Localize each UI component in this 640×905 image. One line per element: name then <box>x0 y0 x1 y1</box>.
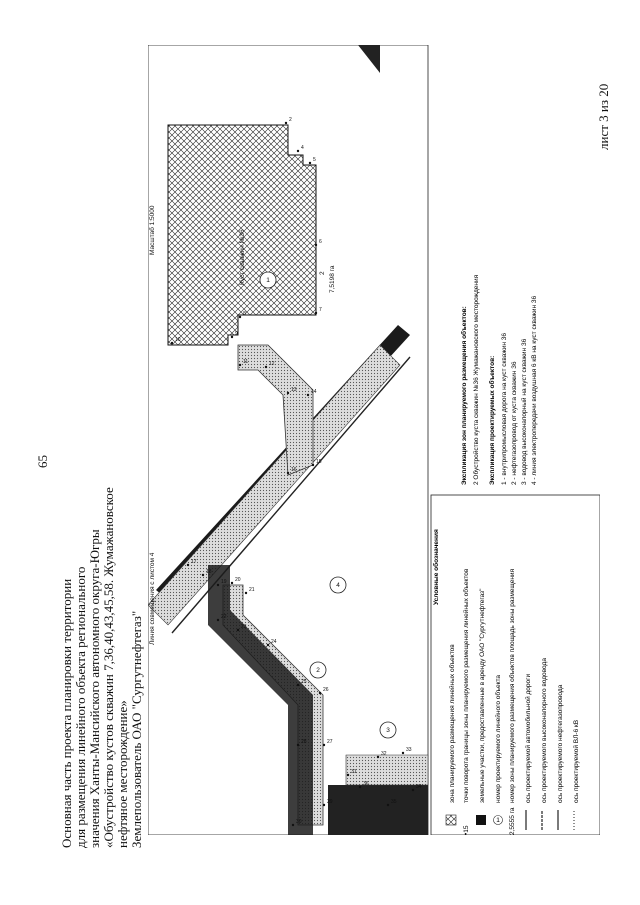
turn-point <box>285 117 292 124</box>
page-number: 65 <box>35 455 50 468</box>
turn-point <box>239 311 246 318</box>
explication-zone-item: 2 Обустройство куста скважин №36 Жумажановского месторождения <box>473 274 480 485</box>
svg-text:2: 2 <box>316 667 320 674</box>
zone-name-label: Куст скважин №36 <box>239 229 246 285</box>
title-line: значения Ханты-Мансийского автономного округа-Югры <box>87 529 102 848</box>
match-line-label: Линия совмещения с листом 4 <box>149 552 156 645</box>
turn-point <box>231 577 241 584</box>
turn-point-label: 27 <box>327 739 333 745</box>
explication-zones-title: Экспликация зон планируемого размещения объектов: <box>461 306 468 485</box>
turn-point <box>217 579 227 586</box>
turn-point <box>237 624 247 631</box>
explication-object-item: 2 - нефтегазопровод от куста скважин 36 <box>511 361 518 485</box>
legend-item-zone: зона планируемого размещения линейных объектов <box>449 644 456 803</box>
turn-point <box>319 687 329 694</box>
turn-point-label: 10 <box>175 337 181 343</box>
turn-point <box>297 739 307 746</box>
svg-text:3: 3 <box>386 727 390 734</box>
turn-point <box>402 747 412 754</box>
zone-area-label: 7,5198 га <box>329 265 336 293</box>
turn-point <box>171 337 181 344</box>
turn-point <box>292 819 302 826</box>
turn-point-label: 17 <box>191 559 197 565</box>
turn-point <box>312 459 322 466</box>
turn-point-label: 33 <box>406 747 412 753</box>
turn-point-label: 8 <box>243 311 246 317</box>
turn-point <box>239 359 249 366</box>
title-line: Основная часть проекта планировки территории <box>59 578 74 848</box>
legend-object-symbol: 1 <box>496 817 500 824</box>
turn-point <box>202 569 212 576</box>
turn-point <box>297 679 307 686</box>
turn-point <box>267 639 277 646</box>
turn-point-label: 24 <box>271 639 277 645</box>
scale-label: Масштаб 1:5000 <box>149 205 156 255</box>
turn-point <box>287 387 297 394</box>
turn-point <box>323 739 333 746</box>
turn-point-label: 19 <box>221 579 227 585</box>
turn-point-label: 5 <box>313 157 316 163</box>
turn-point-layer <box>148 45 428 835</box>
turn-point-label: 4 <box>301 145 304 151</box>
legend-item-points: точки поворота границы зоны планируемого размещения линейных объектов <box>463 568 470 803</box>
svg-text:4: 4 <box>336 582 340 589</box>
legend-title: Условные обозначения <box>433 529 440 605</box>
turn-point-label: 20 <box>235 577 241 583</box>
explication-object-item: 4 - линия электропередачи воздушная 6 кВ на куст скважин 36 <box>531 295 538 485</box>
turn-point <box>359 781 369 788</box>
turn-point <box>315 307 322 314</box>
turn-point-label: 31 <box>351 769 357 775</box>
turn-point-label: 29 <box>327 799 333 805</box>
turn-point <box>231 331 238 338</box>
turn-point <box>347 769 357 776</box>
turn-point-label: 13 <box>291 387 297 393</box>
zone-number-label: 2 <box>319 271 326 275</box>
turn-point-label: 32 <box>381 751 387 757</box>
turn-point-label: 22 <box>221 614 227 620</box>
turn-point-label: 6 <box>319 239 322 245</box>
title-line: «Обустройство кустов скважин 7,36,40,43,45,58. Жумажановское <box>101 487 116 848</box>
turn-point-label: 2 <box>289 117 292 123</box>
title-line: нефтяное месторождение» <box>115 700 130 848</box>
legend-item-object-number: номер проектируемого линейного объекта <box>495 674 502 803</box>
title-block <box>60 48 144 848</box>
legend <box>431 495 600 835</box>
turn-point-label: 7 <box>319 307 322 313</box>
legend-zone-symbol: 2,5555 га <box>509 807 516 835</box>
turn-point <box>217 614 227 621</box>
legend-item-zone-number: номер зоны планируемого размещения объектов площадь зоны размещения <box>509 568 516 803</box>
turn-point <box>309 157 316 164</box>
turn-point <box>245 587 255 594</box>
turn-point-label: 16 <box>291 467 297 473</box>
turn-point-label: 26 <box>323 687 329 693</box>
turn-point-label: 14 <box>311 389 317 395</box>
map-frame <box>148 45 600 835</box>
turn-point <box>323 799 333 806</box>
sheet-number: лист 3 из 20 <box>596 83 611 150</box>
legend-item-water-axis: ось проектируемого высоконапорного водовода <box>541 658 548 803</box>
turn-point <box>307 389 317 396</box>
explication-objects-title: Экспликация проектируемых объектов: <box>489 355 496 485</box>
turn-point <box>387 799 397 806</box>
turn-point-label: 11 <box>243 359 249 365</box>
explication-object-item: 1 - внутрипромысловая дорога на куст скважин 36 <box>501 333 508 485</box>
title-line: для размещения линейного объекта регионального <box>73 566 88 848</box>
turn-point <box>315 239 322 246</box>
turn-point-label: 28 <box>301 739 307 745</box>
title-line: Землепользователь ОАО "Сургутнефтегаз" <box>129 610 144 848</box>
legend-item-pipeline-axis: ось проектируемого нефтегазопровода <box>557 684 564 803</box>
turn-point <box>265 361 275 368</box>
turn-point-label: 12 <box>269 361 275 367</box>
turn-point-label: 9 <box>235 331 238 337</box>
turn-point <box>412 784 422 791</box>
turn-point <box>377 751 387 758</box>
turn-point-label: 35 <box>391 799 397 805</box>
turn-point-label: 18 <box>206 569 212 575</box>
turn-point-label: 30 <box>296 819 302 825</box>
svg-text:1: 1 <box>266 277 270 284</box>
legend-item-road-axis: ось проектируемой автомобильной дороги <box>525 673 532 803</box>
legend-item-lease: земельные участки, предоставленные в аренду ОАО "Сургутнефтегаз" <box>479 588 486 803</box>
explication-object-item: 3 - водовод высоконапорный на куст скважин 36 <box>521 338 528 485</box>
turn-point <box>187 559 197 566</box>
turn-point-label: 21 <box>249 587 255 593</box>
legend-point-symbol: •15 <box>463 825 470 835</box>
legend-item-power-axis: ось проектируемой ВЛ-6 кВ <box>573 719 580 803</box>
turn-point <box>287 467 297 474</box>
turn-point-label: 36 <box>363 781 369 787</box>
turn-point-label: 15 <box>316 459 322 465</box>
turn-point-label: 34 <box>416 784 422 790</box>
turn-point-label: 25 <box>301 679 307 685</box>
turn-point-label: 23 <box>241 624 247 630</box>
turn-point <box>297 145 304 152</box>
